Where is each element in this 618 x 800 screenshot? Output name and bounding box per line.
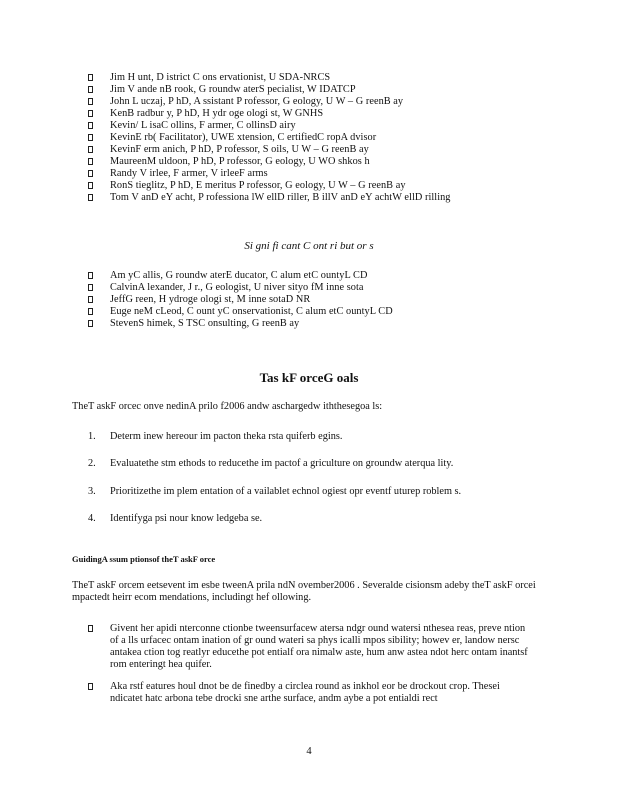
- bullet-icon: [88, 320, 93, 327]
- goals-intro: TheT askF orcec onve nedinA prilo f2006 andw aschargedw iththesegoa ls:: [72, 401, 383, 412]
- bullet-icon: [88, 284, 93, 291]
- list-item-text: Tom V anD eY acht, P rofessiona lW ellD riller, B illV anD eY achtW ellD rilling: [110, 192, 451, 203]
- goal-text: Determ inew hereour im pacton theka rsta quiferb egins.: [110, 431, 343, 442]
- member-item: [88, 168, 451, 180]
- goal-item: [88, 486, 461, 497]
- assumption-item: [88, 681, 528, 705]
- member-item: [88, 120, 451, 132]
- member-item: [88, 144, 451, 156]
- list-item-text: JeffG reen, H ydroge ologi st, M inne sotaD NR: [110, 294, 311, 305]
- member-item: [88, 72, 451, 84]
- contributor-item: [88, 294, 393, 306]
- goal-item: [88, 458, 453, 469]
- member-item: [88, 180, 451, 192]
- contributors-heading: Si gni fi cant C ont ri but or s: [244, 240, 374, 252]
- page-number: 4: [306, 746, 312, 757]
- list-item-text: Randy V irlee, F armer, V irleeF arms: [110, 168, 268, 179]
- contributor-item: [88, 306, 393, 318]
- goal-text: Evaluatethe stm ethods to reducethe im pactof a griculture on groundw aterqua lity.: [110, 458, 454, 469]
- goal-number: 1.: [88, 431, 96, 442]
- goal-text: Identifyga psi nour know ledgeba se.: [110, 513, 263, 524]
- bullet-icon: [88, 158, 93, 165]
- list-item-text: CalvinA lexander, J r., G eologist, U niver sityo fM inne sota: [110, 282, 364, 293]
- list-item-text: Jim V ande nB rook, G roundw aterS pecialist, W IDATCP: [110, 84, 356, 95]
- member-item: [88, 108, 451, 120]
- task-force-members-list: [88, 72, 451, 204]
- member-item: [88, 192, 451, 204]
- contributor-item: [88, 318, 393, 330]
- bullet-icon: [88, 86, 93, 93]
- bullet-icon: [88, 134, 93, 141]
- list-item-text: KevinE rb( Facilitator), UWE xtension, C ertifiedC ropA dvisor: [110, 132, 377, 143]
- assumptions-intro: TheT askF orcem eetsevent im esbe tweenA prila ndN ovember2006 . Severalde cisionsm adeby theT askF orcei mpactedt heirr ecom mendations, includingt hef ollowing.: [72, 580, 536, 603]
- assumption-item: [88, 623, 528, 671]
- bullet-icon: [88, 625, 93, 632]
- goal-number: 2.: [88, 458, 96, 469]
- member-item: [88, 156, 451, 168]
- goal-text: Prioritizethe im plem entation of a vailablet echnol ogiest opr eventf uturep roblem s.: [110, 486, 462, 497]
- bullet-icon: [88, 683, 93, 690]
- member-item: [88, 96, 451, 108]
- list-item-text: Euge neM cLeod, C ount yC onservationist, C alum etC ountyL CD: [110, 306, 393, 317]
- contributor-item: [88, 270, 393, 282]
- bullet-icon: [88, 272, 93, 279]
- list-item-text: StevenS himek, S TSC onsulting, G reenB ay: [110, 318, 300, 329]
- goal-item: [88, 431, 342, 442]
- list-item-text: Am yC allis, G roundw aterE ducator, C alum etC ountyL CD: [110, 270, 368, 281]
- bullet-icon: [88, 182, 93, 189]
- contributors-list: [88, 270, 393, 330]
- list-item-text: RonS tieglitz, P hD, E meritus P rofessor, G eology, U W – G reenB ay: [110, 180, 406, 191]
- list-item-text: KenB radbur y, P hD, H ydr oge ologi st, W GNHS: [110, 108, 324, 119]
- list-item-text: Kevin/ L isaC ollins, F armer, C ollinsD airy: [110, 120, 296, 131]
- bullet-icon: [88, 98, 93, 105]
- bullet-icon: [88, 74, 93, 81]
- list-item-text: MaureenM uldoon, P hD, P rofessor, G eology, U WO shkos h: [110, 156, 370, 167]
- goal-item: [88, 513, 262, 524]
- goal-number: 3.: [88, 486, 96, 497]
- bullet-icon: [88, 110, 93, 117]
- bullet-icon: [88, 122, 93, 129]
- member-item: [88, 84, 451, 96]
- list-item-text: Givent her apidi nterconne ctionbe tweensurfacew atersa ndgr ound watersi nthesea reas, preve ntion of a lls urfacec ontam ination of gr ound wateri sa phys icalli mpos sibility; howev er, landow nersc antakea ction tog reatlyr educethe pot entialf ora nimalw aste, hum anw astea ndot herc ontam inantsf rom enteringt hea quifer.: [110, 623, 528, 670]
- bullet-icon: [88, 296, 93, 303]
- assumptions-heading: GuidingA ssum ptionsof theT askF orce: [72, 554, 216, 564]
- member-item: [88, 132, 451, 144]
- list-item-text: John L uczaj, P hD, A ssistant P rofessor, G eology, U W – G reenB ay: [110, 96, 404, 107]
- bullet-icon: [88, 170, 93, 177]
- list-item-text: Aka rstf eatures houl dnot be de finedby a circlea round as inkhol eor be drockout crop. Thesei ndicatet hatc arbona tebe drocki sne arthe surface, andm aybe a pot entialdi rect: [110, 681, 500, 704]
- bullet-icon: [88, 308, 93, 315]
- contributor-item: [88, 282, 393, 294]
- goals-heading: Tas kF orceG oals: [259, 370, 359, 385]
- assumptions-list: [88, 623, 528, 715]
- list-item-text: Jim H unt, D istrict C ons ervationist, U SDA-NRCS: [110, 72, 331, 83]
- bullet-icon: [88, 146, 93, 153]
- goal-number: 4.: [88, 513, 96, 524]
- list-item-text: KevinF erm anich, P hD, P rofessor, S oils, U W – G reenB ay: [110, 144, 369, 155]
- bullet-icon: [88, 194, 93, 201]
